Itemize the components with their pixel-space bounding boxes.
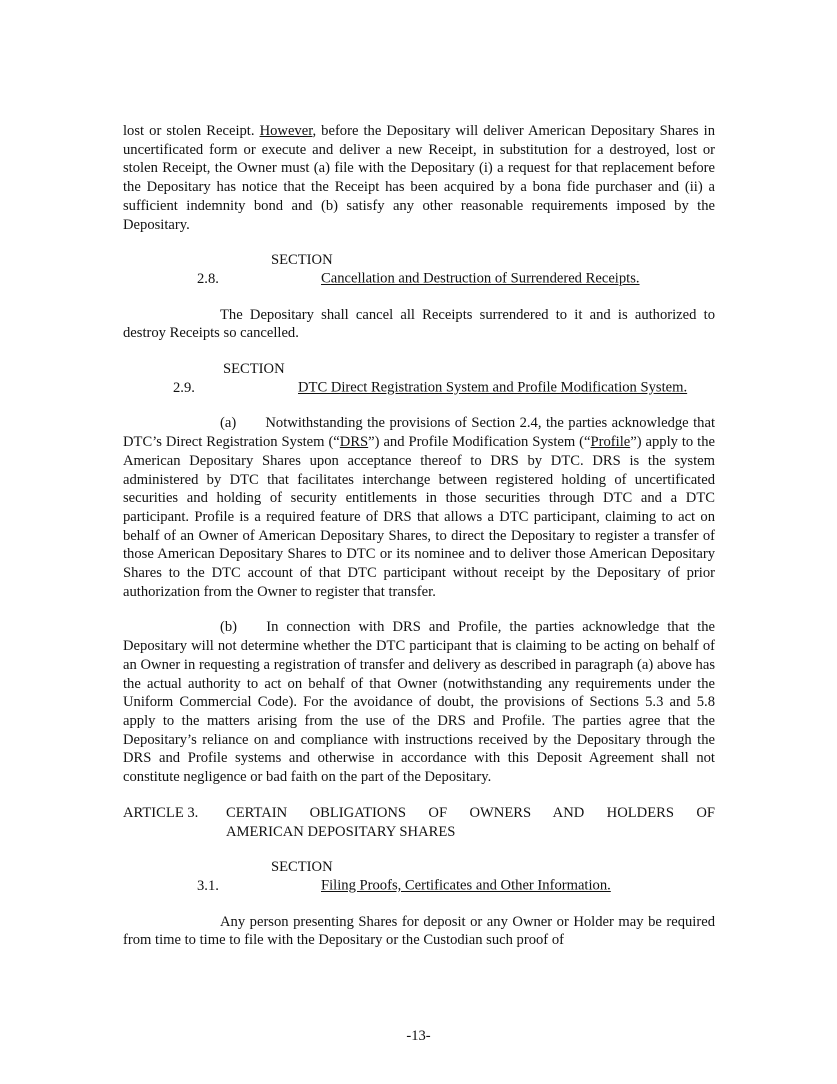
paragraph-cancellation: The Depositary shall cancel all Receipts surrendered to it and is authorized to destroy Receipts so cancelled. xyxy=(123,306,715,342)
paragraph-filing-proofs: Any person presenting Shares for deposit or any Owner or Holder may be required from time to time to file with the Depositary or the Custodian such proof of xyxy=(123,913,715,949)
article-3-heading xyxy=(123,804,715,841)
drs-defined-term: DRS xyxy=(339,434,369,451)
section-3-1-number: SECTION 3.1. xyxy=(197,859,333,894)
article-3-title-line2: AMERICAN DEPOSITARY SHARES xyxy=(226,823,456,840)
article-3-label: ARTICLE 3. xyxy=(123,804,199,821)
page-body xyxy=(123,122,715,950)
section-2-9-title: DTC Direct Registration System and Profile Modification System. xyxy=(298,379,688,396)
section-2-8-heading xyxy=(123,251,715,288)
paragraph-drs-profile-a: (a) Notwithstanding the provisions of Section 2.4, the parties acknowledge that DTC’s Direct Registration System (“DRS”) and Profile Modification System (“Profile”) apply to the American Depositary Shares upon acceptance thereof to DRS by DTC. DRS is the system administered by DTC that facilitates interchange between registered holding of uncertificated securities and holding of security entitlements in those securities through DTC and a DTC participant. Profile is a required feature of DRS that allows a DTC participant, claiming to act on behalf of an Owner of American Depositary Shares, to direct the Depositary to register a transfer of those American Depositary Shares to DTC or its nominee and to deliver those American Depositary Shares to the DTC account of that DTC participant without receipt by the Depositary of prior authorization from the Owner to register that transfer. xyxy=(123,415,715,600)
however-emphasis: However xyxy=(259,123,313,139)
section-2-8-title: Cancellation and Destruction of Surrendered Receipts. xyxy=(321,270,640,287)
section-3-1-title: Filing Proofs, Certificates and Other Information. xyxy=(321,877,611,894)
section-2-8-number: SECTION 2.8. xyxy=(197,252,333,287)
paragraph-lost-receipt: lost or stolen Receipt. However, before the Depositary will deliver American Depositary Shares in uncertificated form or execute and deliver a new Receipt, in substitution for a destroyed, lost or stolen Receipt, the Owner must (a) file with the Depositary (i) a request for that replacement before the Depositary has notice that the Receipt has been acquired by a bona fide purchaser and (ii) a sufficient indemnity bond and (b) satisfy any other reasonable requirements imposed by the Depositary. xyxy=(123,123,716,233)
paragraph-drs-profile-b: (b) In connection with DRS and Profile, the parties acknowledge that the Depositary will not determine whether the DTC participant that is claiming to be acting on behalf of an Owner in requesting a registration of transfer and delivery as described in paragraph (a) above has the actual authority to act on behalf of that Owner (notwithstanding any requirements under the Uniform Commercial Code). For the avoidance of doubt, the provisions of Sections 5.3 and 5.8 apply to the matters arising from the use of the DRS and Profile. The parties agree that the Depositary’s reliance on and compliance with instructions received by the Depositary through the DRS and Profile systems and otherwise in accordance with this Deposit Agreement shall not constitute negligence or bad faith on the part of the Depositary. xyxy=(123,619,715,786)
section-3-1-heading xyxy=(123,858,715,895)
section-2-9-number: SECTION 2.9. xyxy=(173,361,285,396)
profile-defined-term: Profile xyxy=(590,434,631,451)
page-number: -13- xyxy=(406,1028,431,1044)
article-3-title-line1: CERTAIN OBLIGATIONS OF OWNERS AND HOLDERS OF xyxy=(226,804,715,821)
section-2-9-heading xyxy=(123,360,715,397)
